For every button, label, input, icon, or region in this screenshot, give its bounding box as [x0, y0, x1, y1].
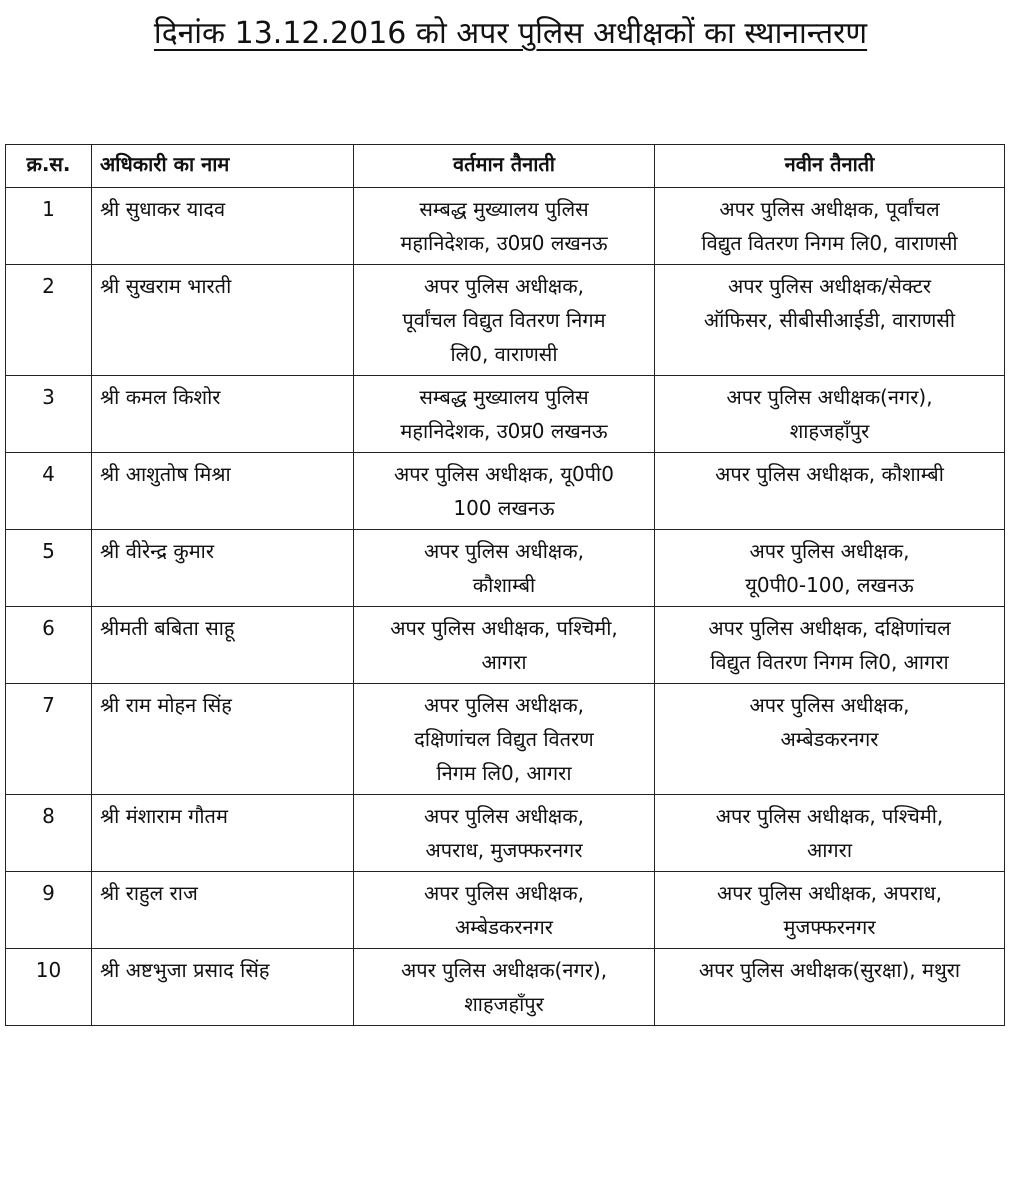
serial-cell: 2 — [6, 265, 92, 376]
current-posting-cell — [354, 684, 655, 795]
new-posting-line: अपर पुलिस अधीक्षक/सेक्टर — [727, 274, 932, 298]
new-posting-line: अपर पुलिस अधीक्षक(सुरक्षा), मथुरा — [698, 958, 961, 982]
new-posting-cell — [655, 265, 1005, 376]
current-posting-line: सम्बद्ध मुख्यालय पुलिस — [419, 197, 589, 221]
new-posting-cell — [655, 453, 1005, 530]
current-posting-line: शाहजहाँपुर — [464, 992, 544, 1016]
header-name: अधिकारी का नाम — [92, 145, 354, 188]
current-posting-line: पूर्वांचल विद्युत वितरण निगम — [402, 308, 606, 332]
new-posting-line: अम्बेडकरनगर — [780, 727, 879, 751]
current-posting-cell — [354, 265, 655, 376]
current-posting-cell — [354, 795, 655, 872]
current-posting-cell — [354, 949, 655, 1026]
table-row — [6, 265, 1005, 376]
officer-name-cell: श्री राम मोहन सिंह — [92, 684, 354, 795]
current-posting-line: अपर पुलिस अधीक्षक(नगर), — [400, 958, 608, 982]
new-posting-cell — [655, 376, 1005, 453]
current-posting-line: महानिदेशक, उ0प्र0 लखनऊ — [400, 419, 608, 443]
current-posting-line: अपर पुलिस अधीक्षक, — [424, 881, 584, 905]
new-posting-line: विद्युत वितरण निगम लि0, वाराणसी — [701, 231, 958, 255]
table-body — [6, 188, 1005, 1026]
officer-name-cell: श्री आशुतोष मिश्रा — [92, 453, 354, 530]
header-current-posting: वर्तमान तैनाती — [354, 145, 655, 188]
new-posting-cell — [655, 795, 1005, 872]
current-posting-line: अपर पुलिस अधीक्षक, — [424, 804, 584, 828]
officer-name-cell: श्रीमती बबिता साहू — [92, 607, 354, 684]
new-posting-cell — [655, 530, 1005, 607]
current-posting-line: अपर पुलिस अधीक्षक, — [424, 274, 584, 298]
header-new-posting: नवीन तैनाती — [655, 145, 1005, 188]
serial-cell: 1 — [6, 188, 92, 265]
current-posting-line: 100 लखनऊ — [453, 496, 555, 520]
serial-cell: 5 — [6, 530, 92, 607]
new-posting-line: विद्युत वितरण निगम लि0, आगरा — [710, 650, 949, 674]
table-row — [6, 684, 1005, 795]
new-posting-line: अपर पुलिस अधीक्षक(नगर), — [726, 385, 933, 409]
new-posting-line: अपर पुलिस अधीक्षक, — [749, 693, 910, 717]
current-posting-line: आगरा — [481, 650, 527, 674]
serial-cell: 3 — [6, 376, 92, 453]
new-posting-cell — [655, 188, 1005, 265]
current-posting-line: अपर पुलिस अधीक्षक, — [424, 539, 584, 563]
current-posting-cell — [354, 872, 655, 949]
new-posting-line: अपर पुलिस अधीक्षक, दक्षिणांचल — [708, 616, 951, 640]
current-posting-line: अपर पुलिस अधीक्षक, — [424, 693, 584, 717]
current-posting-line: सम्बद्ध मुख्यालय पुलिस — [419, 385, 589, 409]
current-posting-line: अपराध, मुजफ्फरनगर — [425, 838, 583, 862]
officer-name-cell: श्री मंशाराम गौतम — [92, 795, 354, 872]
document-title — [0, 12, 1021, 56]
serial-cell: 9 — [6, 872, 92, 949]
current-posting-cell — [354, 453, 655, 530]
officer-name-cell: श्री वीरेन्द्र कुमार — [92, 530, 354, 607]
new-posting-line: अपर पुलिस अधीक्षक, पूर्वांचल — [719, 197, 940, 221]
new-posting-line: मुजफ्फरनगर — [783, 915, 876, 939]
new-posting-line: अपर पुलिस अधीक्षक, पश्चिमी, — [715, 804, 944, 828]
serial-cell: 4 — [6, 453, 92, 530]
table-row — [6, 872, 1005, 949]
current-posting-line: निगम लि0, आगरा — [436, 761, 572, 785]
new-posting-cell — [655, 684, 1005, 795]
new-posting-line: अपर पुलिस अधीक्षक, कौशाम्बी — [715, 462, 944, 486]
officer-name-cell: श्री अष्टभुजा प्रसाद सिंह — [92, 949, 354, 1026]
new-posting-line: अपर पुलिस अधीक्षक, — [749, 539, 910, 563]
officer-name-cell: श्री कमल किशोर — [92, 376, 354, 453]
new-posting-line: यू0पी0-100, लखनऊ — [745, 573, 914, 597]
serial-cell: 6 — [6, 607, 92, 684]
new-posting-cell — [655, 949, 1005, 1026]
table-header — [6, 145, 1005, 188]
officer-name-cell: श्री राहुल राज — [92, 872, 354, 949]
header-serial: क्र.स. — [6, 145, 92, 188]
document-title-text: दिनांक 13.12.2016 को अपर पुलिस अधीक्षकों का स्थानान्तरण — [153, 16, 868, 51]
current-posting-line: कौशाम्बी — [472, 573, 536, 597]
current-posting-cell — [354, 607, 655, 684]
new-posting-cell — [655, 607, 1005, 684]
table-row — [6, 530, 1005, 607]
table-row — [6, 188, 1005, 265]
new-posting-line: अपर पुलिस अधीक्षक, अपराध, — [717, 881, 942, 905]
table-header-row — [6, 145, 1005, 188]
transfer-table — [5, 144, 1005, 1026]
serial-cell: 8 — [6, 795, 92, 872]
table-row — [6, 376, 1005, 453]
current-posting-line: महानिदेशक, उ0प्र0 लखनऊ — [400, 231, 608, 255]
new-posting-line: शाहजहाँपुर — [789, 419, 870, 443]
new-posting-cell — [655, 872, 1005, 949]
new-posting-line: ऑफिसर, सीबीसीआईडी, वाराणसी — [703, 308, 956, 332]
serial-cell: 7 — [6, 684, 92, 795]
current-posting-line: अपर पुलिस अधीक्षक, पश्चिमी, — [390, 616, 618, 640]
new-posting-line: आगरा — [806, 838, 853, 862]
table-row — [6, 795, 1005, 872]
current-posting-line: दक्षिणांचल विद्युत वितरण — [414, 727, 594, 751]
current-posting-cell — [354, 530, 655, 607]
table-row — [6, 949, 1005, 1026]
serial-cell: 10 — [6, 949, 92, 1026]
officer-name-cell: श्री सुखराम भारती — [92, 265, 354, 376]
table-row — [6, 607, 1005, 684]
current-posting-line: अपर पुलिस अधीक्षक, यू0पी0 — [394, 462, 614, 486]
officer-name-cell: श्री सुधाकर यादव — [92, 188, 354, 265]
current-posting-cell — [354, 376, 655, 453]
table-row — [6, 453, 1005, 530]
current-posting-cell — [354, 188, 655, 265]
current-posting-line: लि0, वाराणसी — [450, 342, 558, 366]
current-posting-line: अम्बेडकरनगर — [455, 915, 553, 939]
